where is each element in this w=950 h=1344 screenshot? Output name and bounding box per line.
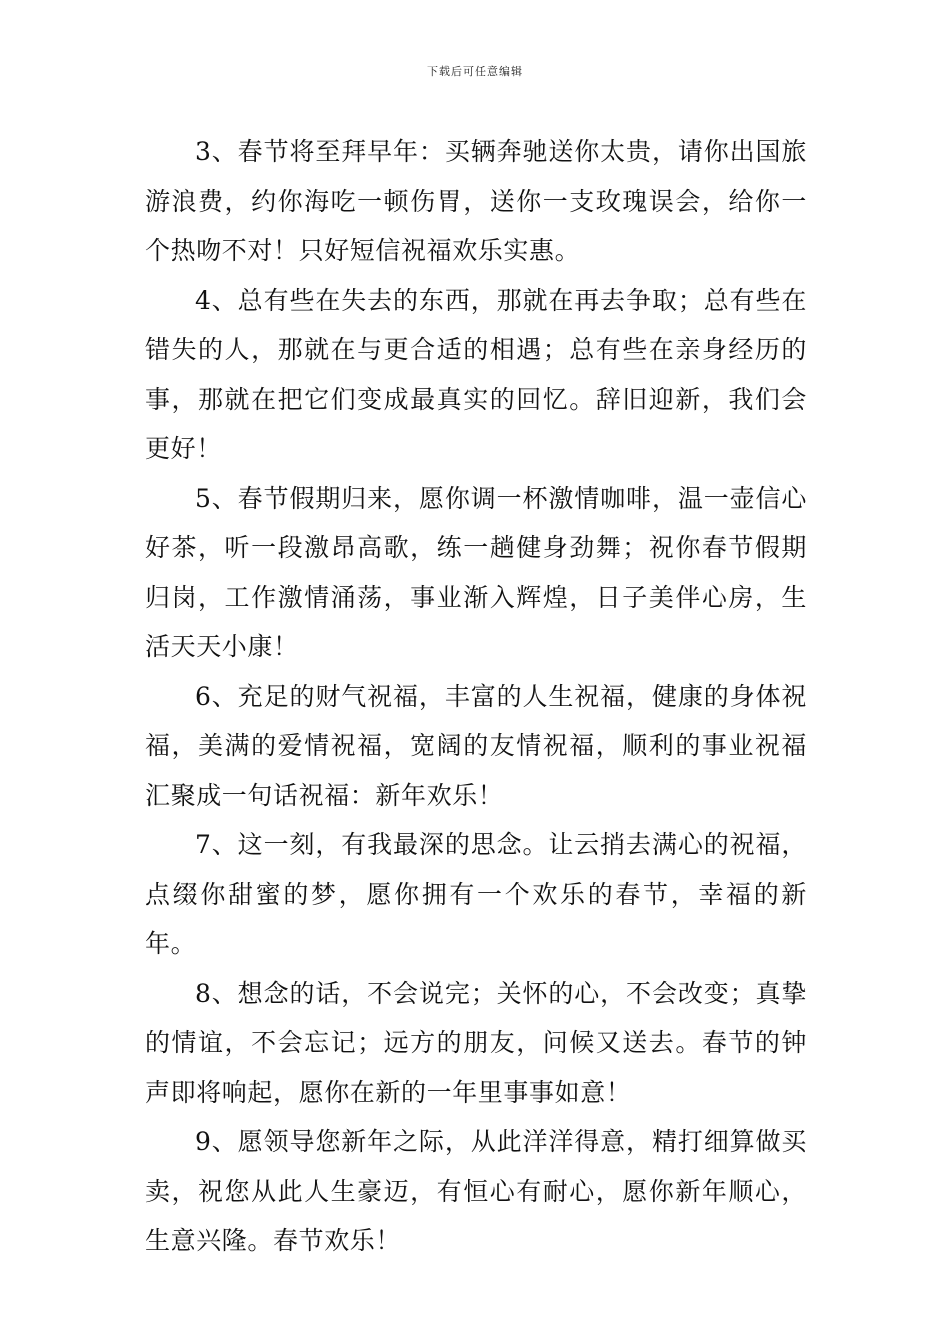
paragraph-4: 4、总有些在失去的东西，那就在再去争取；总有些在错失的人，那就在与更合适的相遇；总有些在亲身经历的事，那就在把它们变成最真实的回忆。辞旧迎新，我们会更好！ — [145, 285, 807, 463]
paragraph-8: 8、想念的话，不会说完；关怀的心，不会改变；真挚的情谊，不会忘记；远方的朋友，问候又送去。春节的钟声即将响起，愿你在新的一年里事事如意！ — [145, 978, 807, 1107]
paragraph-9: 9、愿领导您新年之际，从此洋洋得意，精打细算做买卖，祝您从此人生豪迈，有恒心有耐心，愿你新年顺心，生意兴隆。春节欢乐！ — [145, 1127, 807, 1255]
paragraph-7: 7、这一刻，有我最深的思念。让云捎去满心的祝福，点缀你甜蜜的梦，愿你拥有一个欢乐的春节，幸福的新年。 — [145, 830, 807, 958]
document-body — [145, 127, 807, 1266]
page-header: 下载后可任意编辑 — [427, 65, 523, 78]
paragraph-6: 6、充足的财气祝福，丰富的人生祝福，健康的身体祝福，美满的爱情祝福，宽阔的友情祝福，顺利的事业祝福汇聚成一句话祝福：新年欢乐！ — [145, 681, 807, 810]
paragraph-5: 5、春节假期归来，愿你调一杯激情咖啡，温一壶信心好茶，听一段激昂高歌，练一趟健身劲舞；祝你春节假期归岗，工作激情涌荡，事业渐入辉煌，日子美伴心房，生活天天小康！ — [145, 483, 807, 661]
paragraph-3: 3、春节将至拜早年：买辆奔驰送你太贵，请你出国旅游浪费，约你海吃一顿伤胃，送你一支玫瑰误会，给你一个热吻不对！只好短信祝福欢乐实惠。 — [145, 137, 807, 265]
